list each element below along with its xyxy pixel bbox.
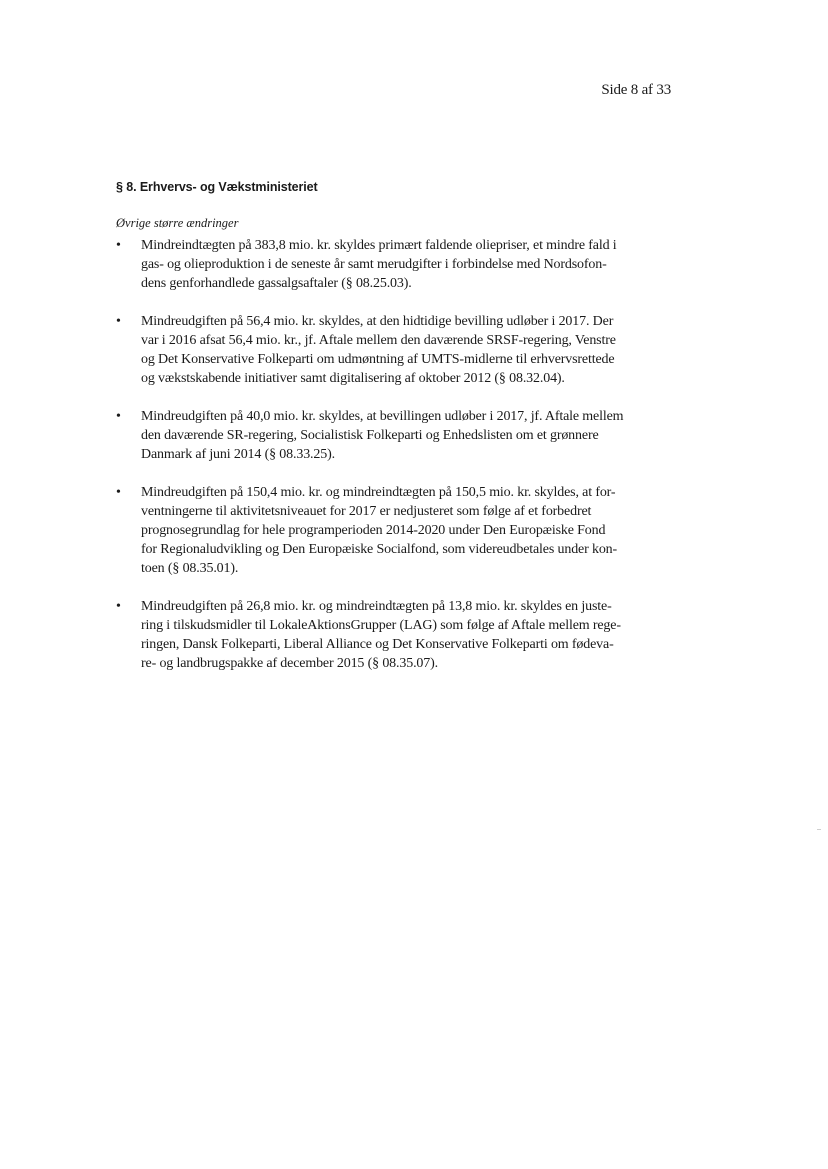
list-item — [116, 407, 676, 464]
bullet-icon: • — [116, 238, 121, 253]
list-item-line: og vækstskabende initiativer samt digitalisering af oktober 2012 (§ 08.32.04). — [141, 371, 565, 386]
list-item-line: Mindreudgiften på 40,0 mio. kr. skyldes, at bevillingen udløber i 2017, jf. Aftale mellem — [141, 409, 624, 424]
bullet-icon: • — [116, 409, 121, 424]
list-item-line: den daværende SR-regering, Socialistisk Folkeparti og Enhedslisten om et grønnere — [141, 428, 599, 443]
bullet-icon: • — [116, 314, 121, 329]
bullet-icon: • — [116, 599, 121, 614]
list-item-line: ring i tilskudsmidler til LokaleAktionsGrupper (LAG) som følge af Aftale mellem rege- — [141, 618, 621, 633]
change-list — [116, 236, 676, 692]
section-heading: § 8. Erhvervs- og Vækstministeriet — [116, 180, 318, 194]
margin-mark — [817, 829, 821, 830]
list-item-line: Mindreudgiften på 26,8 mio. kr. og mindreindtægten på 13,8 mio. kr. skyldes en juste- — [141, 599, 612, 614]
list-item-line: og Det Konservative Folkeparti om udmøntning af UMTS-midlerne til erhvervsrettede — [141, 352, 615, 367]
list-item-line: Danmark af juni 2014 (§ 08.33.25). — [141, 447, 335, 462]
list-item-line: Mindreudgiften på 56,4 mio. kr. skyldes, at den hidtidige bevilling udløber i 2017. Der — [141, 314, 614, 329]
list-item — [116, 312, 676, 388]
list-item-line: dens genforhandlede gassalgsaftaler (§ 08.25.03). — [141, 276, 412, 291]
subheading: Øvrige større ændringer — [116, 216, 239, 230]
list-item-line: ringen, Dansk Folkeparti, Liberal Alliance og Det Konservative Folkeparti om fødeva- — [141, 637, 614, 652]
list-item — [116, 597, 676, 673]
list-item-line: toen (§ 08.35.01). — [141, 561, 239, 576]
list-item-line: ventningerne til aktivitetsniveauet for 2017 er nedjusteret som følge af et forbedret — [141, 504, 592, 519]
page-number: Side 8 af 33 — [601, 82, 671, 98]
list-item-line: re- og landbrugspakke af december 2015 (§ 08.35.07). — [141, 656, 438, 671]
bullet-icon: • — [116, 485, 121, 500]
list-item-line: var i 2016 afsat 56,4 mio. kr., jf. Aftale mellem den daværende SRSF-regering, Venstre — [141, 333, 616, 348]
list-item-line: for Regionaludvikling og Den Europæiske Socialfond, som videreudbetales under kon- — [141, 542, 618, 557]
list-item — [116, 236, 676, 293]
list-item-line: gas- og olieproduktion i de seneste år samt merudgifter i forbindelse med Nordsofon- — [141, 257, 607, 272]
list-item — [116, 483, 676, 578]
list-item-line: Mindreudgiften på 150,4 mio. kr. og mindreindtægten på 150,5 mio. kr. skyldes, at for- — [141, 485, 616, 500]
list-item-line: Mindreindtægten på 383,8 mio. kr. skyldes primært faldende oliepriser, et mindre fald i — [141, 238, 617, 253]
list-item-line: prognosegrundlag for hele programperioden 2014-2020 under Den Europæiske Fond — [141, 523, 606, 538]
